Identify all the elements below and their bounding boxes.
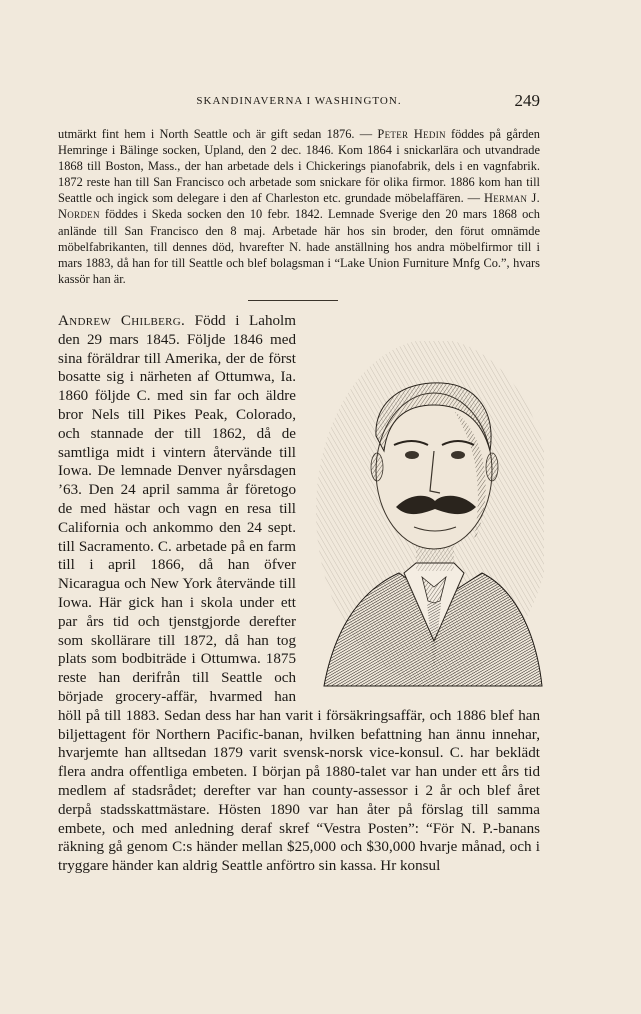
small-text-part-1: utmärkt fint hem i North Seattle och är gift sedan 1876. —: [58, 127, 378, 141]
biography-text: Född i Laholm den 29 mars 1845. Följde 1846 med sina föräldrar till Amerika, der de först bosatte sig i närheten af Ottumwa, Ia. 1860 följde C. med sin far och äldre bror Nels till Pikes Peak, Colorado, och stannade der till 1862, då de samtliga midt i vintern återvände till Iowa. De lemnade Denver nyårsdagen ’63. Den 24 april samma år företogo de med hästar och vagn en resa till California och ankommo den 24 sept. till Sacramento. C. arbetade på en farm till i april 1866, då han öfver Nicaragua och New York återvände till Iowa. Här gick han i skola under ett par års tid och tjenstgjorde derefter som skollärare till 1872, då han tog plats som bodbiträde i Ottumwa. 1875 reste han derifrån till Seattle och började grocery-affär, hvarmed han höll på till 1883. Sedan dess har han varit i försäkringsaffär, och 1886 blef han biljettagent för Northern Pacific-banan, hvilken befattning han ännu innehar, hvarjemte han alltsedan 1879 varit svensk-norsk vice-konsul. C. har beklädt flera andra offentliga embeten. I början på 1880-talet var han under ett års tid medlem af stadsrådet; derefter var han county-assessor i 2 år och blef året derpå stadsskattmästare. Hösten 1890 var han åter på förslag till samma embete, och med anledning deraf skref “Vestra Posten”: “För N. P.-banans räkning gå genom C:s händer mellan $25,000 och $30,000 hvarje månad, och i tryggare händer kan aldrig Seattle anförtro sin kassa. Hr konsul: [58, 313, 540, 875]
small-print-paragraph: [58, 126, 540, 287]
small-text-part-2: föddes på gården Hemringe i Bälinge socken, Upland, den 2 dec. 1846. Kom 1864 i snickarlära och utvandrade 1868 till Boston, Mass., der han arbetade dels i Chickerings pianofabrik, dels i en vagnfabrik. 1872 reste han till San Francisco och arbetade som snickare för olika firmor. 1886 kom han till Seattle och ingick som delegare i den af Charleston etc. grundade möbelaffären. —: [58, 127, 540, 206]
small-text-part-3: föddes i Skeda socken den 10 febr. 1842. Lemnade Sverige den 20 mars 1868 och anlände till San Francisco den 8 maj. Arbetade här hos sin broder, den förut omnämde möbelfabrikanten, till dennes död, hvarefter N. hade anställning hos andra möbelfirmor till i mars 1883, då han for till Seattle och blef bolagsman i “Lake Union Furniture Mnfg Co.”, hvars kassör han är.: [58, 207, 540, 286]
page-header: [58, 91, 540, 111]
running-title: SKANDINAVERNA I WASHINGTON.: [196, 95, 402, 107]
page-number: 249: [514, 91, 540, 110]
name-peter-hedin: Peter Hedin: [377, 127, 446, 141]
portrait-engraving: [304, 341, 544, 696]
small-paragraph-text: [58, 126, 540, 287]
section-divider: [248, 300, 338, 301]
biography-section: [58, 312, 540, 876]
name-herman-norden: Herman J. Norden: [58, 191, 540, 222]
name-andrew-chilberg: Andrew Chilberg.: [58, 313, 186, 329]
